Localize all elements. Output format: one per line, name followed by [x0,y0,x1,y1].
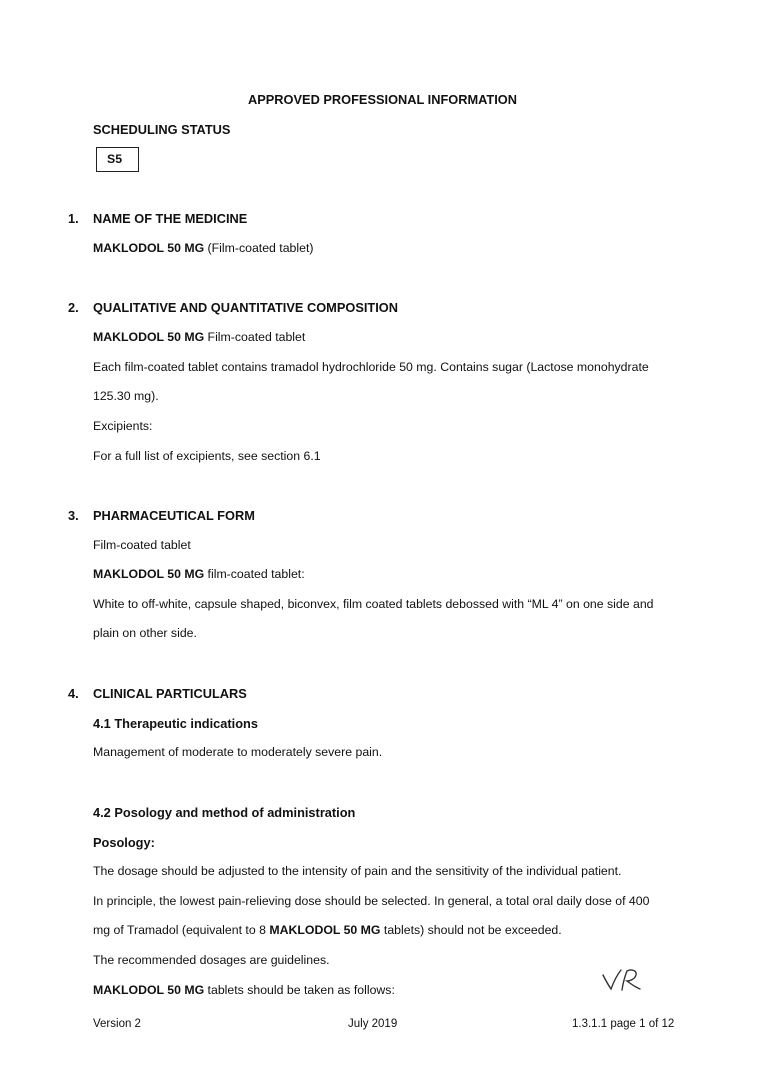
section-2-line-1-text: Film-coated tablet [204,330,306,344]
brand-name: MAKLODOL 50 MG [93,983,205,997]
section-1-number: 1. [68,211,79,226]
section-2-heading: QUALITATIVE AND QUANTITATIVE COMPOSITION [93,300,398,315]
section-2-line-4: Excipients: [93,419,153,433]
section-4-number: 4. [68,686,79,701]
handwritten-initials-signature [600,965,644,995]
subsection-4-2-heading: 4.2 Posology and method of administration [93,805,356,820]
section-2-line-5: For a full list of excipients, see section 6.1 [93,449,321,463]
section-3-line-3: White to off-white, capsule shaped, biconvex, film coated tablets debossed with “ML 4” on one side and [93,597,654,611]
section-1-line [93,241,313,255]
posology-heading: Posology: [93,835,155,850]
posology-line-5 [93,983,395,997]
section-2-line-1 [93,330,305,344]
brand-name: MAKLODOL 50 MG [269,923,381,937]
section-1-heading: NAME OF THE MEDICINE [93,211,248,226]
section-2-line-2: Each film-coated tablet contains tramadol hydrochloride 50 mg. Contains sugar (Lactose monohydrate [93,360,649,374]
document-title: APPROVED PROFESSIONAL INFORMATION [248,92,517,107]
posology-line-5-text: tablets should be taken as follows: [204,983,395,997]
scheduling-status-box: S5 [96,147,139,172]
indication-text: Management of moderate to moderately severe pain. [93,745,383,759]
footer-version: Version 2 [93,1018,141,1030]
brand-name: MAKLODOL 50 MG [93,330,205,344]
section-3-line-2-text: film-coated tablet: [204,567,305,581]
section-3-line-1: Film-coated tablet [93,538,191,552]
brand-name: MAKLODOL 50 MG [93,241,205,255]
brand-name: MAKLODOL 50 MG [93,567,205,581]
footer-date: July 2019 [348,1018,398,1030]
section-2-line-3: 125.30 mg). [93,389,159,403]
posology-line-1: The dosage should be adjusted to the intensity of pain and the sensitivity of the individual patient. [93,864,622,878]
section-3-number: 3. [68,508,79,523]
section-3-heading: PHARMACEUTICAL FORM [93,508,255,523]
section-3-line-2 [93,567,305,581]
subsection-4-1-heading: 4.1 Therapeutic indications [93,716,258,731]
posology-line-3-post: tablets) should not be exceeded. [380,923,562,937]
section-4-heading: CLINICAL PARTICULARS [93,686,247,701]
posology-line-3-pre: mg of Tramadol (equivalent to 8 [93,923,270,937]
posology-line-3 [93,923,562,937]
section-1-line-text: (Film-coated tablet) [204,241,314,255]
section-2-number: 2. [68,300,79,315]
posology-line-4: The recommended dosages are guidelines. [93,953,330,967]
footer-page-number: 1.3.1.1 page 1 of 12 [572,1018,675,1030]
scheduling-status-heading: SCHEDULING STATUS [93,122,231,137]
posology-line-2: In principle, the lowest pain-relieving dose should be selected. In general, a total oral daily dose of 400 [93,894,650,908]
section-3-line-4: plain on other side. [93,626,197,640]
